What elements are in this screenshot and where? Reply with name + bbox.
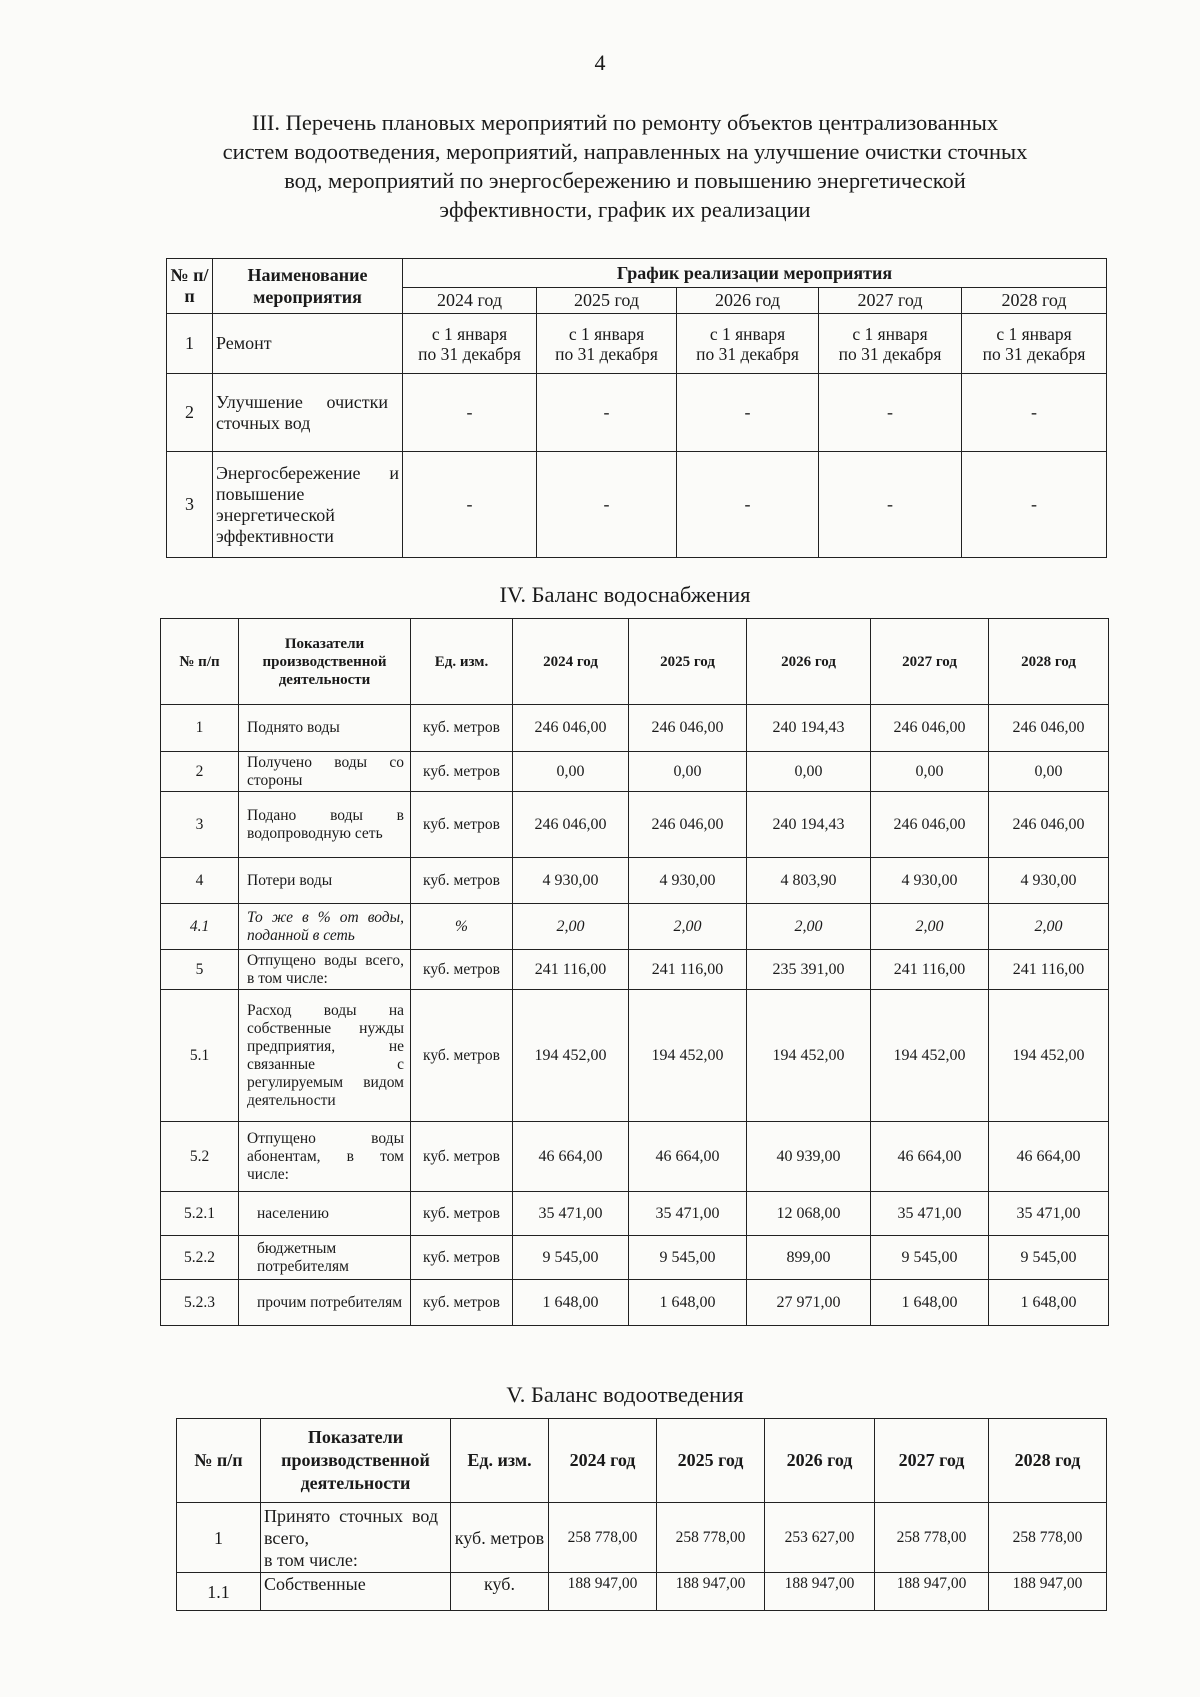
row-unit: куб. bbox=[451, 1573, 549, 1611]
wastewater-balance-table bbox=[176, 1418, 1107, 1611]
schedule-to: по 31 декабря bbox=[982, 343, 1086, 364]
schedule-from: с 1 января bbox=[431, 323, 508, 344]
row-name: Улучшение очистки сточных вод bbox=[213, 374, 403, 452]
section-3-title-line: систем водоотведения, мероприятий, направленных на улучшение очистки сточных bbox=[222, 139, 1028, 164]
value-cell: 12 068,00 bbox=[747, 1192, 871, 1236]
schedule-cell bbox=[677, 314, 819, 374]
value-cell: 241 116,00 bbox=[989, 950, 1109, 990]
col-header-year: 2025 год bbox=[657, 1419, 765, 1503]
value-cell: 258 778,00 bbox=[875, 1503, 989, 1573]
value-cell: 246 046,00 bbox=[629, 792, 747, 858]
dash-cell: - bbox=[962, 374, 1107, 452]
dash-cell: - bbox=[962, 452, 1107, 558]
value-cell: 2,00 bbox=[871, 904, 989, 950]
section-5-title: V. Баланс водоотведения bbox=[506, 1382, 744, 1407]
value-cell: 899,00 bbox=[747, 1236, 871, 1280]
col-header-indicator: Показатели производственной деятельности bbox=[239, 619, 411, 705]
value-cell: 246 046,00 bbox=[871, 792, 989, 858]
value-cell: 241 116,00 bbox=[513, 950, 629, 990]
col-header-year: 2025 год bbox=[629, 619, 747, 705]
row-indicator: бюджетным потребителям bbox=[239, 1236, 411, 1280]
col-header-unit: Ед. изм. bbox=[411, 619, 513, 705]
value-cell: 194 452,00 bbox=[513, 990, 629, 1122]
value-cell: 1 648,00 bbox=[989, 1280, 1109, 1326]
value-cell: 188 947,00 bbox=[989, 1573, 1107, 1611]
table-row bbox=[167, 452, 1107, 558]
col-header-year: 2025 год bbox=[537, 288, 677, 314]
value-cell: 4 803,90 bbox=[747, 858, 871, 904]
row-num: 5 bbox=[161, 950, 239, 990]
value-cell: 2,00 bbox=[989, 904, 1109, 950]
value-cell: 194 452,00 bbox=[747, 990, 871, 1122]
page-number: 4 bbox=[594, 50, 606, 75]
schedule-cell bbox=[962, 314, 1107, 374]
value-cell: 241 116,00 bbox=[629, 950, 747, 990]
row-unit: куб. метров bbox=[411, 858, 513, 904]
schedule-to: по 31 декабря bbox=[696, 343, 799, 364]
row-num: 4.1 bbox=[161, 904, 239, 950]
value-cell: 9 545,00 bbox=[871, 1236, 989, 1280]
value-cell: 246 046,00 bbox=[871, 705, 989, 752]
row-num: 5.2.1 bbox=[161, 1192, 239, 1236]
row-unit: куб. метров bbox=[411, 752, 513, 792]
row-indicator: Расход воды на собственные нужды предприятия, не связанные с регулируемым видом деятельности bbox=[239, 990, 411, 1122]
value-cell: 246 046,00 bbox=[989, 792, 1109, 858]
value-cell: 241 116,00 bbox=[871, 950, 989, 990]
row-num: 5.1 bbox=[161, 990, 239, 1122]
value-cell: 188 947,00 bbox=[875, 1573, 989, 1611]
col-header-num: № п/п bbox=[161, 619, 239, 705]
value-cell: 0,00 bbox=[747, 752, 871, 792]
value-cell: 253 627,00 bbox=[765, 1503, 875, 1573]
value-cell: 35 471,00 bbox=[871, 1192, 989, 1236]
value-cell: 0,00 bbox=[629, 752, 747, 792]
schedule-from: с 1 января bbox=[996, 323, 1072, 344]
section-4-title: IV. Баланс водоснабжения bbox=[499, 582, 751, 607]
row-indicator: Отпущено воды абонентам, в том числе: bbox=[239, 1122, 411, 1192]
value-cell: 246 046,00 bbox=[989, 705, 1109, 752]
value-cell: 1 648,00 bbox=[629, 1280, 747, 1326]
row-num: 5.2.2 bbox=[161, 1236, 239, 1280]
table-row bbox=[177, 1503, 1107, 1573]
schedule-cell bbox=[819, 314, 962, 374]
col-header-year: 2027 год bbox=[875, 1419, 989, 1503]
value-cell: 46 664,00 bbox=[989, 1122, 1109, 1192]
col-header-unit: Ед. изм. bbox=[451, 1419, 549, 1503]
row-unit: куб. метров bbox=[411, 1122, 513, 1192]
dash-cell: - bbox=[537, 374, 677, 452]
row-indicator-line: Собственные bbox=[264, 1574, 366, 1594]
col-header-num: № п/п bbox=[177, 1419, 261, 1503]
row-indicator: прочим потребителям bbox=[239, 1280, 411, 1326]
row-num: 2 bbox=[161, 752, 239, 792]
table-row bbox=[167, 314, 1107, 374]
value-cell: 188 947,00 bbox=[657, 1573, 765, 1611]
dash-cell: - bbox=[537, 452, 677, 558]
row-num: 2 bbox=[167, 374, 213, 452]
value-cell: 188 947,00 bbox=[549, 1573, 657, 1611]
col-header-num: № п/п bbox=[167, 259, 213, 314]
col-header-year: 2027 год bbox=[819, 288, 962, 314]
value-cell: 35 471,00 bbox=[513, 1192, 629, 1236]
value-cell: 27 971,00 bbox=[747, 1280, 871, 1326]
table-row bbox=[161, 858, 1109, 904]
row-num: 3 bbox=[161, 792, 239, 858]
value-cell: 9 545,00 bbox=[989, 1236, 1109, 1280]
table-row bbox=[161, 1192, 1109, 1236]
section-3-title bbox=[140, 108, 1110, 224]
dash-cell: - bbox=[677, 374, 819, 452]
water-supply-balance-table bbox=[160, 618, 1109, 1326]
value-cell: 2,00 bbox=[747, 904, 871, 950]
row-num: 1.1 bbox=[177, 1573, 261, 1611]
col-header-year: 2024 год bbox=[513, 619, 629, 705]
value-cell: 4 930,00 bbox=[871, 858, 989, 904]
value-cell: 9 545,00 bbox=[513, 1236, 629, 1280]
row-name: Ремонт bbox=[213, 314, 403, 374]
table-row bbox=[177, 1573, 1107, 1611]
dash-cell: - bbox=[677, 452, 819, 558]
row-num: 1 bbox=[177, 1503, 261, 1573]
table-header-row bbox=[177, 1419, 1107, 1503]
table-row bbox=[161, 990, 1109, 1122]
value-cell: 246 046,00 bbox=[513, 792, 629, 858]
schedule-cell bbox=[403, 314, 537, 374]
value-cell: 4 930,00 bbox=[513, 858, 629, 904]
row-unit: куб. метров bbox=[411, 950, 513, 990]
section-3-title-line: эффективности, график их реализации bbox=[439, 197, 811, 222]
col-header-year: 2026 год bbox=[765, 1419, 875, 1503]
table-row bbox=[161, 1122, 1109, 1192]
row-indicator: То же в % от воды, поданной в сеть bbox=[239, 904, 411, 950]
value-cell: 0,00 bbox=[513, 752, 629, 792]
value-cell: 46 664,00 bbox=[871, 1122, 989, 1192]
measures-schedule-table bbox=[166, 258, 1107, 558]
table-row bbox=[161, 792, 1109, 858]
row-name: Энергосбережение и повышение энергетической эффективности bbox=[213, 452, 403, 558]
dash-cell: - bbox=[403, 452, 537, 558]
table-header-row bbox=[161, 619, 1109, 705]
row-indicator: Подано воды в водопроводную сеть bbox=[239, 792, 411, 858]
col-header-indicator: Показатели производственной деятельности bbox=[261, 1419, 451, 1503]
row-indicator: Отпущено воды всего, в том числе: bbox=[239, 950, 411, 990]
value-cell: 2,00 bbox=[629, 904, 747, 950]
table-row bbox=[161, 904, 1109, 950]
row-indicator-line: в том числе: bbox=[264, 1549, 358, 1570]
col-header-year: 2024 год bbox=[549, 1419, 657, 1503]
value-cell: 258 778,00 bbox=[549, 1503, 657, 1573]
section-3-title-line: III. Перечень плановых мероприятий по ремонту объектов централизованных bbox=[251, 110, 999, 135]
row-num: 1 bbox=[167, 314, 213, 374]
col-header-year: 2028 год bbox=[989, 619, 1109, 705]
schedule-to: по 31 декабря bbox=[838, 343, 942, 364]
value-cell: 46 664,00 bbox=[629, 1122, 747, 1192]
dash-cell: - bbox=[819, 452, 962, 558]
row-indicator: Потери воды bbox=[239, 858, 411, 904]
section-3-title-line: вод, мероприятий по энергосбережению и повышению энергетической bbox=[284, 168, 966, 193]
table-row bbox=[167, 374, 1107, 452]
value-cell: 246 046,00 bbox=[629, 705, 747, 752]
value-cell: 240 194,43 bbox=[747, 705, 871, 752]
row-indicator bbox=[261, 1503, 451, 1573]
table-row bbox=[161, 1236, 1109, 1280]
col-header-year: 2028 год bbox=[989, 1419, 1107, 1503]
row-indicator: Получено воды со стороны bbox=[239, 752, 411, 792]
dash-cell: - bbox=[819, 374, 962, 452]
value-cell: 0,00 bbox=[871, 752, 989, 792]
row-indicator: Поднято воды bbox=[239, 705, 411, 752]
schedule-from: с 1 января bbox=[852, 323, 928, 344]
value-cell: 40 939,00 bbox=[747, 1122, 871, 1192]
col-header-schedule: График реализации мероприятия bbox=[403, 259, 1107, 288]
row-indicator: населению bbox=[239, 1192, 411, 1236]
value-cell: 246 046,00 bbox=[513, 705, 629, 752]
row-indicator-line: Принято сточных вод всего, bbox=[264, 1505, 438, 1548]
table-row bbox=[161, 705, 1109, 752]
row-unit: куб. метров bbox=[411, 1236, 513, 1280]
value-cell: 4 930,00 bbox=[629, 858, 747, 904]
schedule-cell bbox=[537, 314, 677, 374]
value-cell: 1 648,00 bbox=[871, 1280, 989, 1326]
row-indicator bbox=[261, 1573, 451, 1611]
table-row bbox=[161, 1280, 1109, 1326]
value-cell: 194 452,00 bbox=[629, 990, 747, 1122]
value-cell: 258 778,00 bbox=[989, 1503, 1107, 1573]
row-unit: куб. метров bbox=[411, 1192, 513, 1236]
row-unit: куб. метров bbox=[411, 792, 513, 858]
value-cell: 1 648,00 bbox=[513, 1280, 629, 1326]
dash-cell: - bbox=[403, 374, 537, 452]
value-cell: 2,00 bbox=[513, 904, 629, 950]
row-unit: куб. метров bbox=[411, 990, 513, 1122]
table-row bbox=[161, 752, 1109, 792]
row-num: 3 bbox=[167, 452, 213, 558]
value-cell: 46 664,00 bbox=[513, 1122, 629, 1192]
value-cell: 194 452,00 bbox=[871, 990, 989, 1122]
value-cell: 188 947,00 bbox=[765, 1573, 875, 1611]
col-header-year: 2026 год bbox=[677, 288, 819, 314]
value-cell: 35 471,00 bbox=[989, 1192, 1109, 1236]
value-cell: 194 452,00 bbox=[989, 990, 1109, 1122]
row-num: 5.2.3 bbox=[161, 1280, 239, 1326]
value-cell: 9 545,00 bbox=[629, 1236, 747, 1280]
col-header-year: 2024 год bbox=[403, 288, 537, 314]
row-num: 4 bbox=[161, 858, 239, 904]
row-num: 5.2 bbox=[161, 1122, 239, 1192]
table-header-row bbox=[167, 259, 1107, 288]
row-unit: куб. метров bbox=[411, 1280, 513, 1326]
value-cell: 35 471,00 bbox=[629, 1192, 747, 1236]
row-unit: % bbox=[411, 904, 513, 950]
row-num: 1 bbox=[161, 705, 239, 752]
schedule-from: с 1 января bbox=[709, 323, 786, 344]
col-header-year: 2027 год bbox=[871, 619, 989, 705]
schedule-from: с 1 января bbox=[568, 323, 645, 344]
row-unit: куб. метров bbox=[411, 705, 513, 752]
col-header-year: 2026 год bbox=[747, 619, 871, 705]
table-row bbox=[161, 950, 1109, 990]
col-header-name: Наименование мероприятия bbox=[213, 259, 403, 314]
col-header-year: 2028 год bbox=[962, 288, 1107, 314]
schedule-to: по 31 декабря bbox=[418, 343, 521, 364]
value-cell: 4 930,00 bbox=[989, 858, 1109, 904]
value-cell: 0,00 bbox=[989, 752, 1109, 792]
value-cell: 258 778,00 bbox=[657, 1503, 765, 1573]
value-cell: 240 194,43 bbox=[747, 792, 871, 858]
schedule-to: по 31 декабря bbox=[555, 343, 658, 364]
value-cell: 235 391,00 bbox=[747, 950, 871, 990]
row-unit: куб. метров bbox=[451, 1503, 549, 1573]
